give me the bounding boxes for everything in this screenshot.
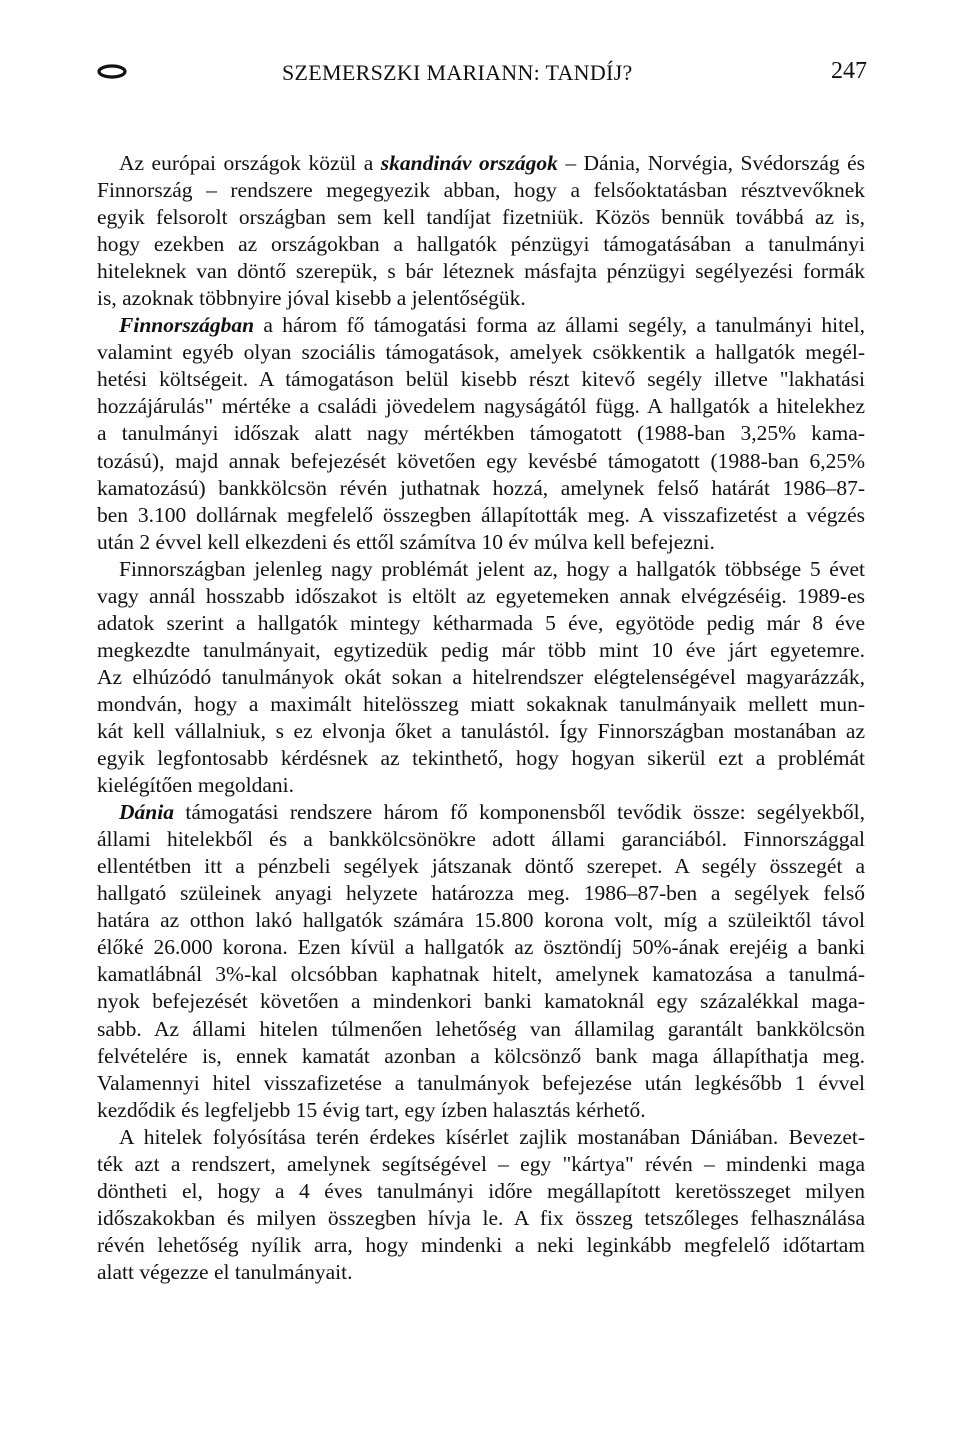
text-line: felvételére is, ennek kamatát azonban a kölcsönző bank maga állapíthatja meg. [97,1043,865,1068]
text-line: a tanulmányi időszak alatt nagy mértékben támogatott (1988-ban 3,25% kama- [97,421,865,446]
text-line: Finnországban jelenleg nagy problémát jelent az, hogy a hallgatók többsége 5 évet [119,556,865,581]
text-line: határa az otthon lakó hallgatók számára 15.800 korona volt, míg a szüleiktől távol [97,908,865,933]
text-segment: Az európai országok közül a [119,151,381,175]
text-line: kamatlábnál 3%-kal olcsóbban kaphatnak hitelt, amelynek kamatozása a tanulmá- [97,962,865,987]
text-line: egyik legfontosabb kérdésnek az tekinthető, hogy hogyan sikerül ezt a problémát [97,746,865,771]
body-text [97,150,865,1286]
text-segment: támogatási rendszere három fő komponensből tevődik össze: segélyekből, [173,800,865,825]
running-head [97,56,867,90]
text-line: hiteleknek van döntő szerepük, s bár léteznek másfajta pénzügyi segélyezési formák [97,259,865,284]
emphasized-term: Dánia [119,800,174,825]
text-line: ellentétben itt a pénzbeli segélyek játszanak döntő szerepet. A segély összegét a [97,854,865,879]
text-line: is, azoknak többnyire jóval kisebb a jelentőségük. [97,286,526,311]
text-line: tozású), majd annak befejezését követően egy kevésbé támogatott (1988-ban 6,25% [97,448,865,473]
text-line: Az elhúzódó tanulmányok okát sokan a hitelrendszer elégtelenségével magyarázzák, [97,664,865,689]
text-line: után 2 évvel kell elkezdeni és ettől számítva 10 év múlva kell befejezni. [97,529,715,554]
text-line: kát kell vállalniuk, s ez elvonja őket a tanulástól. Így Finnországban mostanában az [97,718,865,743]
text-line: ben 3.100 dollárnak megfelelő összegben állapították meg. A visszafizetést a végzés [97,502,865,527]
text-line: alatt végezze el tanulmányait. [97,1259,353,1284]
text-line: sabb. Az állami hitelen túlmenően lehetőség van államilag garantált bankkölcsön [97,1016,865,1041]
text-line: állami hitelekből és a bankkölcsönökre adott állami garanciából. Finnországgal [97,827,865,852]
text-line: egyik felsorolt országban sem kell tandíjat fizetniük. Közös bennük továbbá az is, [97,205,865,230]
emphasized-term: skandináv országok [380,151,558,175]
text-line: kielégítően megoldani. [97,773,295,798]
text-line: kamatozású) bankkölcsön révén juthatnak hozzá, amelynek felső határát 1986–87- [97,475,865,500]
text-line: ték azt a rendszert, amelynek segítségével – egy "kártya" révén – mindenki maga [97,1151,865,1176]
text-line [97,312,865,339]
text-line: hallgató szüleinek anyagi helyzete határozza meg. 1986–87-ben a segélyek felső [97,881,865,906]
text-line: adatok szerint a hallgatók mintegy kétharmada 5 éve, egyötöde pedig már 8 éve [97,610,865,635]
page-number: 247 [831,58,867,84]
text-line: Valamennyi hitel visszafizetése a tanulmányok befejezése után legkésőbb 1 évvel [97,1070,865,1095]
oval-ornament-icon [97,64,127,79]
text-line: mondván, hogy a maximált hitelösszeg miatt sokaknak tanulmányaik mellett mun- [97,691,865,716]
text-line: nyok befejezését követően a mindenkori banki kamatoknál egy százalékkal maga- [97,989,865,1014]
text-segment: – Dánia, Norvégia, Svédország és [557,151,865,175]
text-line: vagy annál hosszabb időszakot is eltölt az egyetemeken annak elvégzéséig. 1989-es [97,583,865,608]
running-head-title: SZEMERSZKI MARIANN: TANDÍJ? [282,60,633,85]
text-line: hogy ezekben az országokban a hallgatók pénzügyi támogatásában a tanulmányi [97,232,865,257]
text-line: időszakokban és milyen összegben hívja le. A fix összeg tetszőleges felhasználása [97,1205,865,1230]
text-line: hetési költségeit. A támogatáson belül kisebb részt kitevő segély illetve "lakhatási [97,367,865,392]
text-segment: a három fő támogatási forma az állami segély, a tanulmányi hitel, [254,313,865,338]
text-line: révén lehetőség nyílik arra, hogy mindenki a neki leginkább megfelelő időtartam [97,1232,865,1257]
emphasized-term: Finnországban [119,313,255,338]
text-line: kezdődik és legfeljebb 15 évig tart, egy ízben halasztás kérhető. [97,1097,646,1122]
text-line: hozzájárulás" mértéke a családi jövedelem nagyságától függ. A hallgatók a hitelekhez [97,394,865,419]
text-line: A hitelek folyósítása terén érdekes kísérlet zajlik mostanában Dániában. Bevezet- [119,1124,865,1149]
text-line: megkezdte tanulmányait, egytizedük pedig már több mint 10 éve járt egyetemre. [97,637,865,662]
text-line: Finnország – rendszere megegyezik abban, hogy a felsőoktatásban résztvevőknek [97,178,865,203]
text-line: élőké 26.000 korona. Ezen kívül a hallgatók az ösztöndíj 50%-ának erejéig a banki [97,935,865,960]
text-line [97,150,865,177]
text-line: valamint egyéb olyan szociális támogatások, amelyek csökkentik a hallgatók megél- [97,340,865,365]
text-line [97,799,865,826]
text-line: döntheti el, hogy a 4 éves tanulmányi időre megállapított keretösszeget milyen [97,1178,865,1203]
